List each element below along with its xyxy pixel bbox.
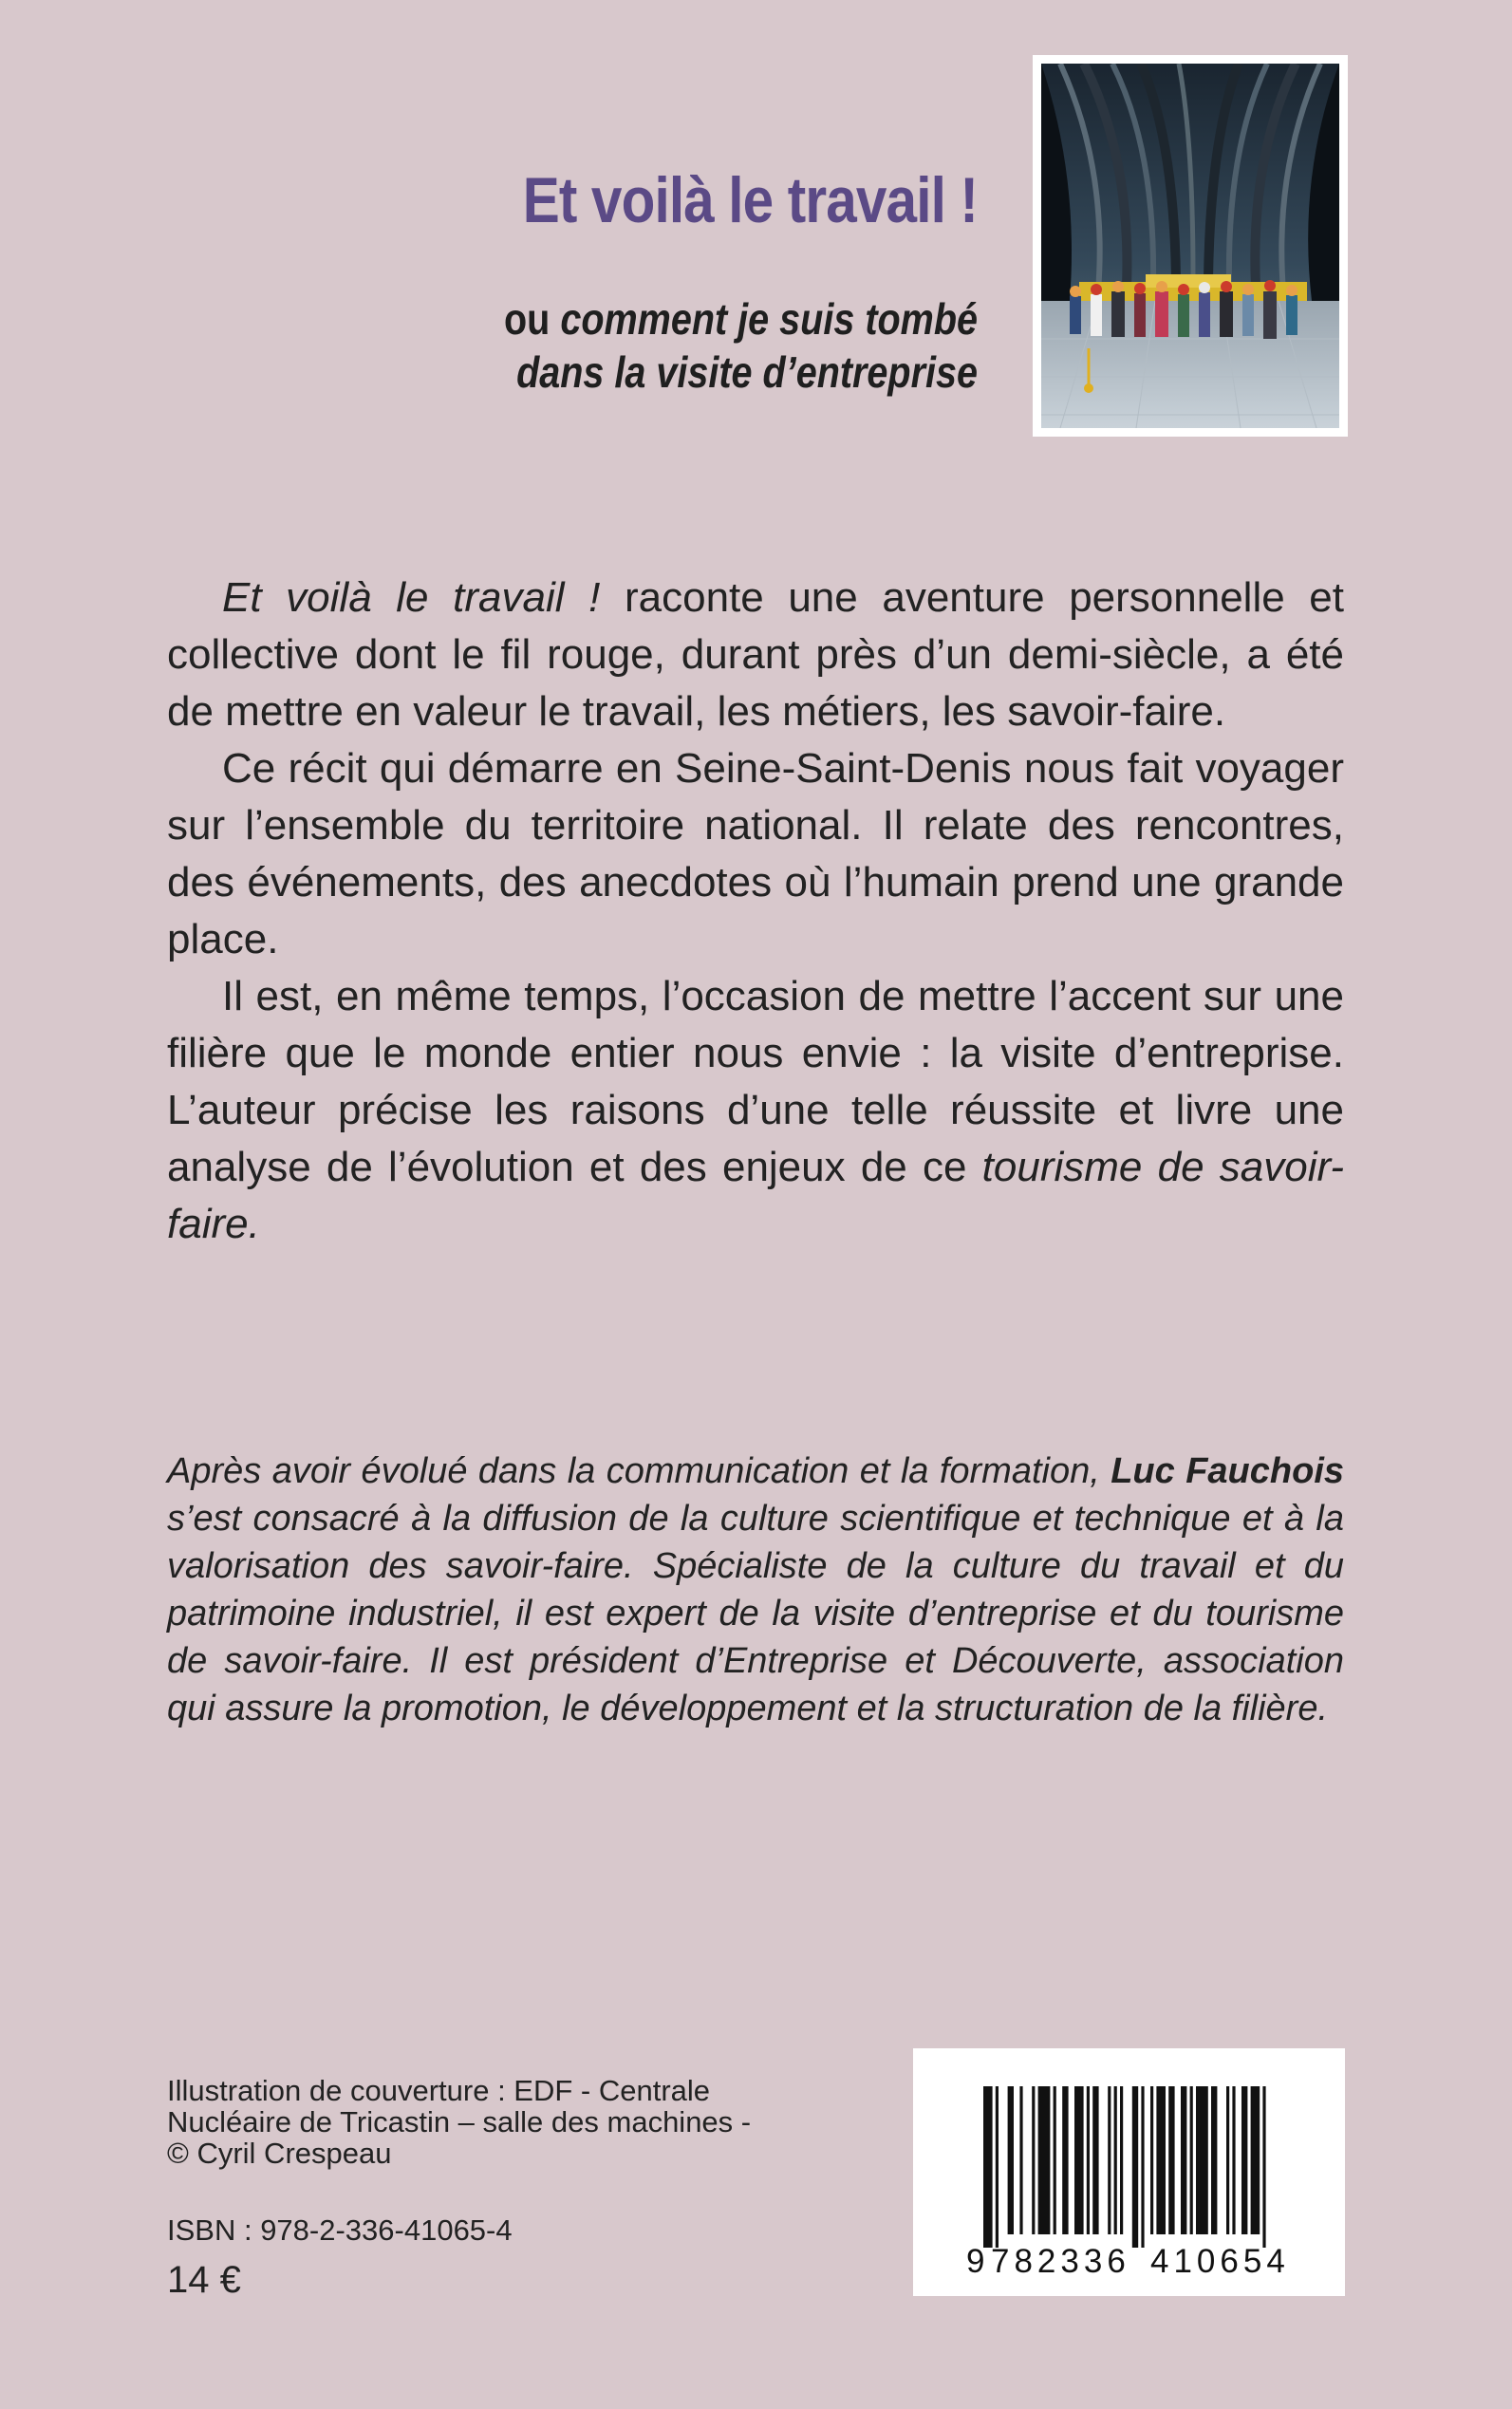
barcode-bar bbox=[1168, 2086, 1174, 2234]
barcode-bar bbox=[1211, 2086, 1217, 2234]
barcode-bar bbox=[1190, 2086, 1193, 2234]
barcode-bars bbox=[913, 2048, 1345, 2296]
bio-after: s’est consacré à la diffusion de la culture scientifique et technique et à la valorisation des savoir-faire. Spécialiste de la culture du travail et du patrimoine industriel, il est expert de la visite d’entreprise et du tourisme de savoir-faire. Il est président d’Entreprise et Découverte, association qui assure la promotion, le développement et la structuration de la filière. bbox=[167, 1499, 1344, 1728]
subtitle-prefix: ou bbox=[504, 294, 561, 344]
barcode-digits-group2: 410654 bbox=[1150, 2243, 1290, 2280]
barcode-bar bbox=[1032, 2086, 1035, 2234]
barcode-bar bbox=[1054, 2086, 1056, 2234]
credits-line-2: Nucléaire de Tricastin – salle des machines - bbox=[167, 2105, 752, 2138]
credits-line-1: Illustration de couverture : EDF - Centrale bbox=[167, 2074, 711, 2107]
barcode-bar bbox=[996, 2086, 999, 2248]
barcode bbox=[913, 2048, 1345, 2296]
barcode-bar bbox=[1008, 2086, 1014, 2234]
barcode-bar bbox=[1226, 2086, 1229, 2234]
blurb-paragraph-2: Ce récit qui démarre en Seine-Saint-Denis nous fait voyager sur l’ensemble du territoire national. Il relate des rencontres, des événements, des anecdotes où l’humain prend une grande place. bbox=[167, 745, 1344, 962]
barcode-bar bbox=[1108, 2086, 1111, 2234]
isbn: ISBN : 978-2-336-41065-4 bbox=[167, 2213, 513, 2247]
cover-credits bbox=[167, 2075, 869, 2169]
book-title: Et voilà le travail ! bbox=[522, 164, 978, 236]
barcode-bar bbox=[1251, 2086, 1260, 2234]
blurb-paragraph-3 bbox=[167, 968, 1344, 1253]
subtitle-line1: comment je suis tombé bbox=[560, 294, 978, 344]
turbine-hall-photo bbox=[1041, 64, 1339, 428]
blurb-paragraph-1 bbox=[167, 570, 1344, 740]
barcode-bar bbox=[1181, 2086, 1186, 2234]
subtitle-line2: dans la visite d’entreprise bbox=[516, 347, 978, 397]
barcode-bar bbox=[1074, 2086, 1084, 2234]
book-subtitle bbox=[382, 292, 978, 399]
blurb-p3-text: Il est, en même temps, l’occasion de mettre l’accent sur une filière que le monde entier nous envie : la visite d’entreprise. L’auteur précise les raisons d’une telle réussite et livre une analyse de l’évolution et des enjeux de ce bbox=[167, 973, 1344, 1190]
blurb-p1-text: raconte une aventure personnelle et collective dont le fil rouge, durant près d’un demi-siècle, a été de mettre en valeur le travail, les métiers, les savoir-faire. bbox=[167, 574, 1345, 735]
barcode-bar bbox=[1092, 2086, 1098, 2234]
credits-line-3: © Cyril Crespeau bbox=[167, 2137, 392, 2170]
barcode-digit-first: 9 bbox=[966, 2243, 985, 2280]
barcode-bar bbox=[1232, 2086, 1235, 2234]
back-cover-blurb bbox=[167, 570, 1344, 1253]
blurb-title-italic: Et voilà le travail ! bbox=[222, 574, 601, 621]
barcode-bar bbox=[1150, 2086, 1153, 2234]
barcode-bar bbox=[1262, 2086, 1265, 2248]
barcode-bar bbox=[1196, 2086, 1208, 2234]
bio-before: Après avoir évolué dans la communication et la formation, bbox=[167, 1451, 1111, 1491]
author-name: Luc Fauchois bbox=[1111, 1451, 1345, 1491]
barcode-bar bbox=[1132, 2086, 1138, 2248]
barcode-bar bbox=[1019, 2086, 1022, 2234]
blurb-p3-italic: tourisme de savoir-faire. bbox=[167, 1144, 1344, 1247]
barcode-bar bbox=[1141, 2086, 1144, 2248]
barcode-bar bbox=[1156, 2086, 1166, 2234]
barcode-bar bbox=[983, 2086, 993, 2248]
barcode-bar bbox=[1062, 2086, 1068, 2234]
barcode-digits-group1: 782336 bbox=[991, 2243, 1130, 2280]
barcode-bar bbox=[1087, 2086, 1090, 2234]
price: 14 € bbox=[167, 2259, 241, 2301]
cover-photo bbox=[1033, 55, 1348, 437]
barcode-bar bbox=[1120, 2086, 1123, 2234]
barcode-bar bbox=[1114, 2086, 1117, 2234]
barcode-bar bbox=[1038, 2086, 1051, 2234]
author-bio bbox=[167, 1447, 1344, 1732]
barcode-bar bbox=[1241, 2086, 1247, 2234]
